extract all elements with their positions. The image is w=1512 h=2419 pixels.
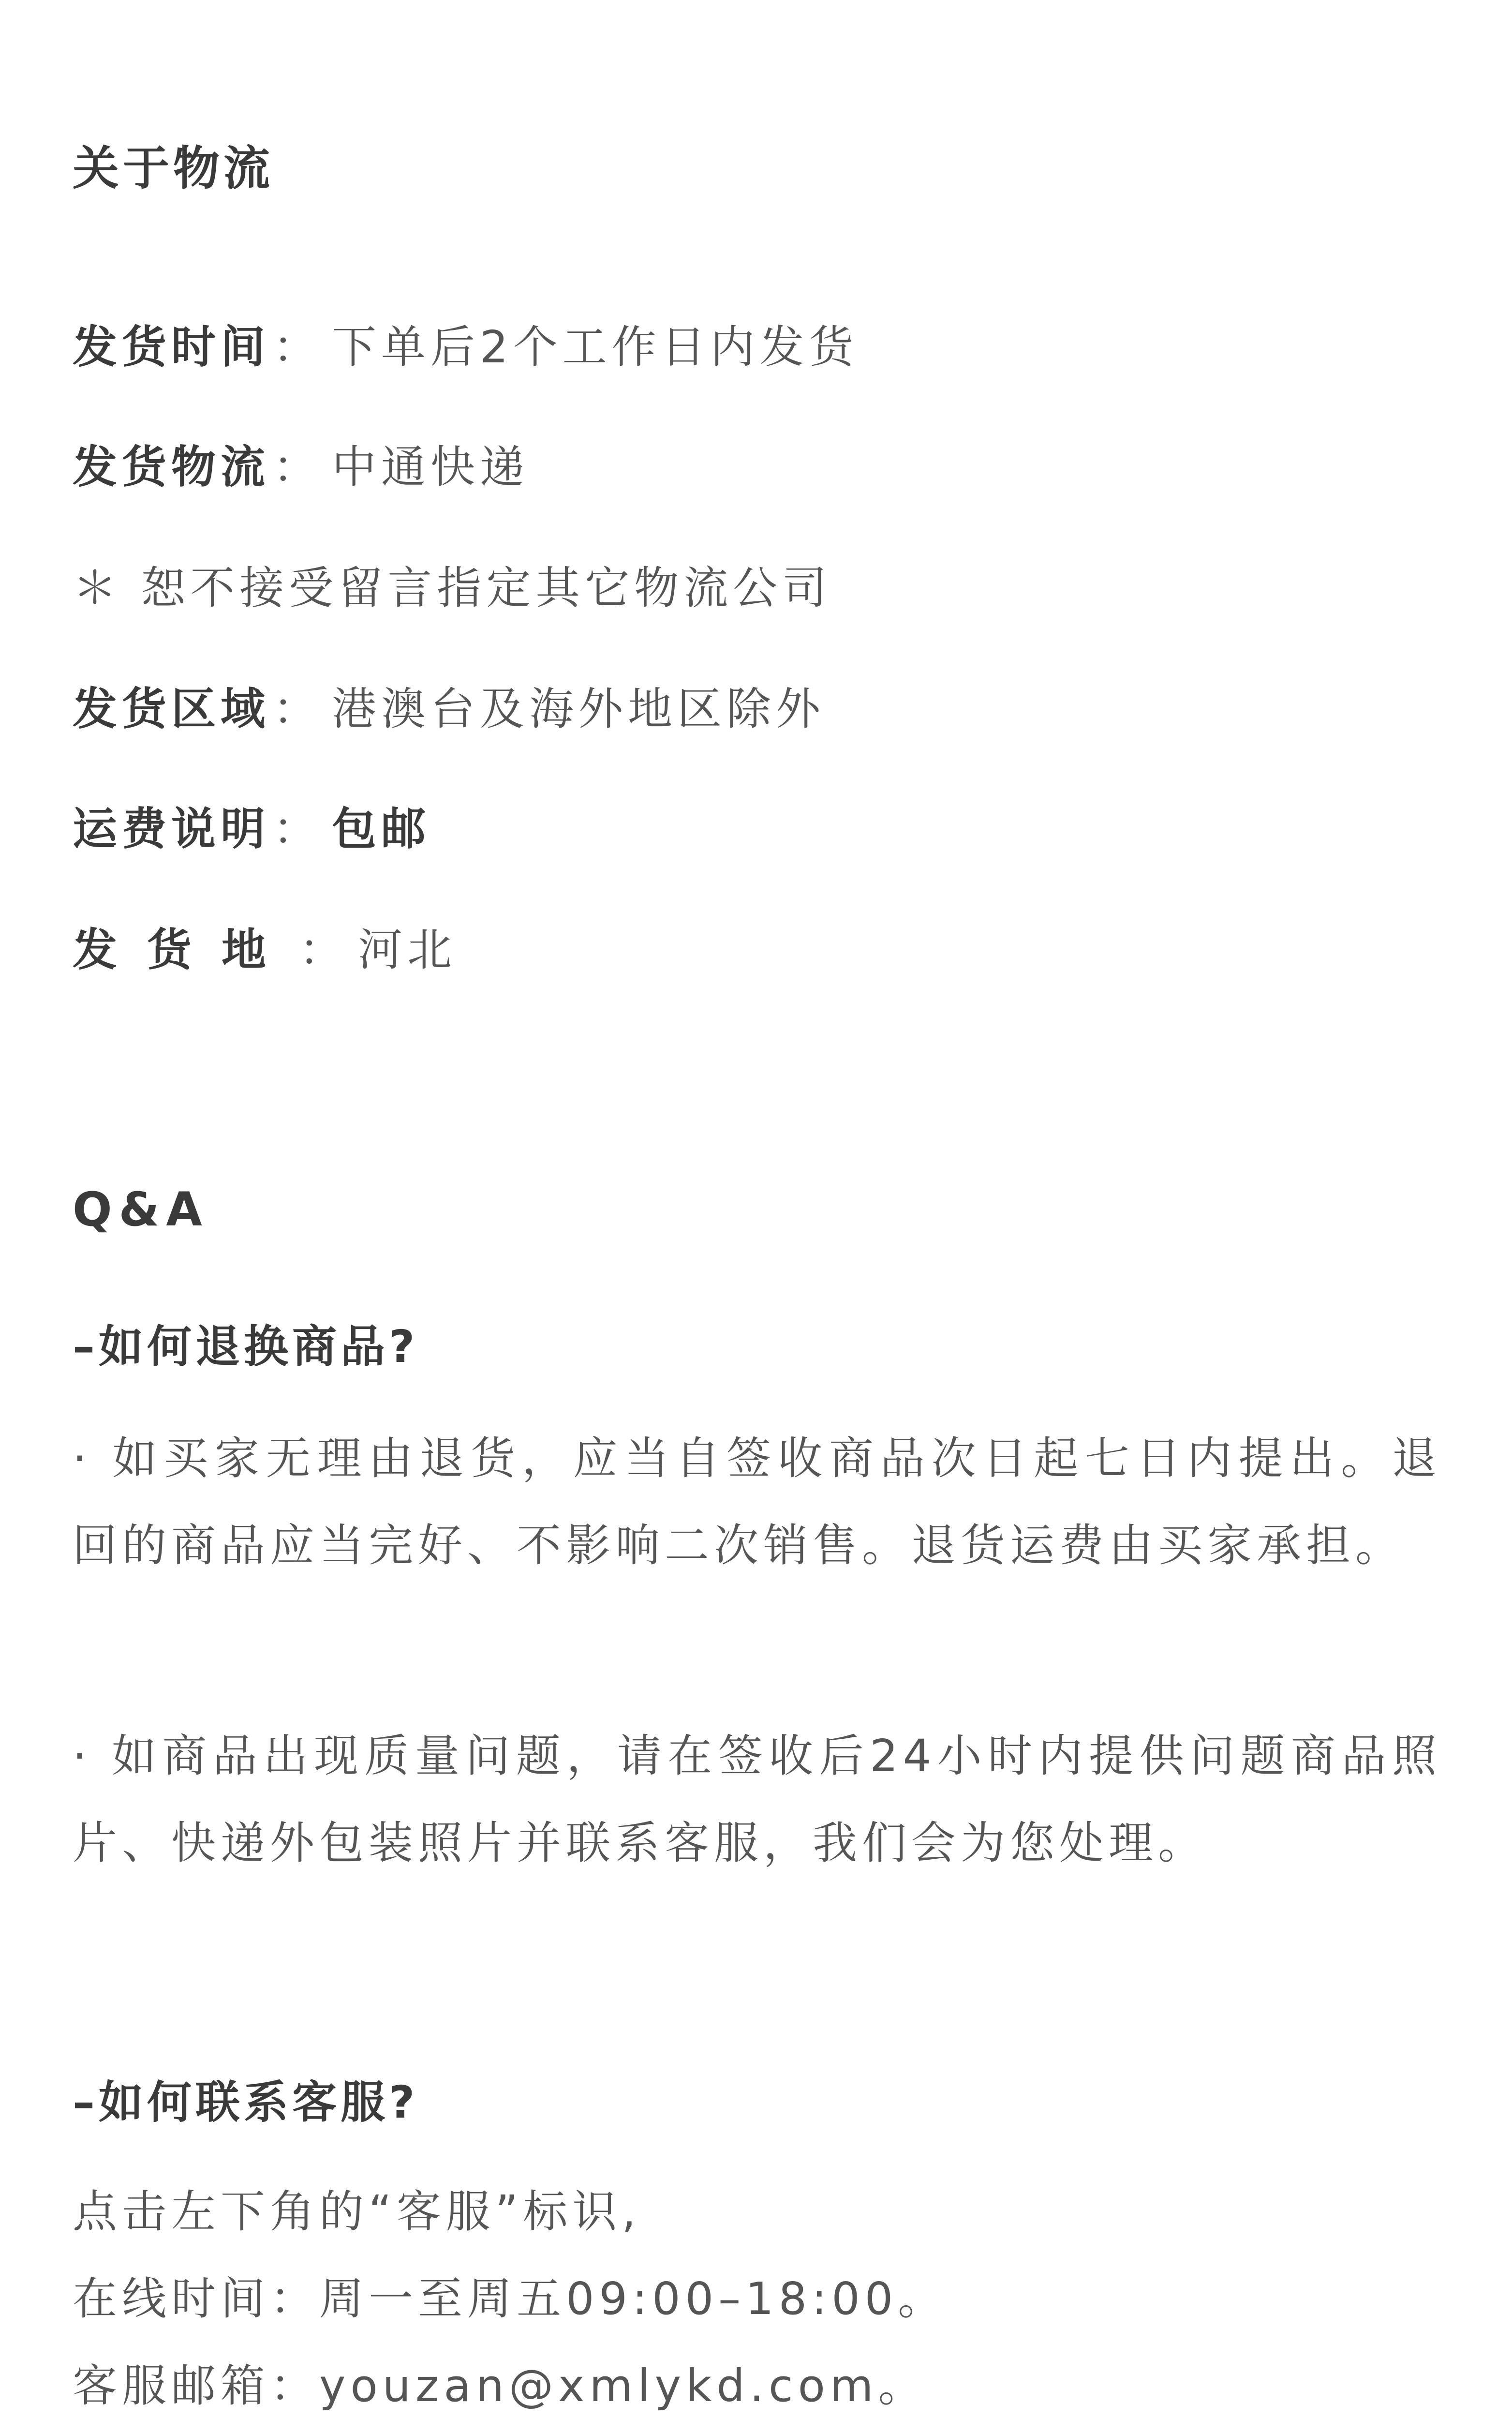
logistics-note: ＊ 恕不接受留言指定其它物流公司 [73, 562, 832, 614]
return-paragraph-1: · 如买家无理由退货，应当自签收商品次日起七日内提出。退回的商品应当完好、不影响二次销售。退货运费由买家承担。 [73, 1433, 1441, 1571]
ship-carrier-value: 中通快递 [332, 441, 530, 493]
shipping-fee-row [73, 803, 431, 855]
ship-time-sep: ： [273, 321, 323, 373]
ship-area-sep: ： [273, 683, 323, 735]
shipping-fee-label: 运费说明 [73, 803, 270, 855]
contact-question: –如何联系客服? [73, 2076, 419, 2128]
origin-value: 河北 [358, 924, 457, 976]
ship-time-row [73, 321, 859, 373]
shipping-fee-value: 包邮 [332, 803, 431, 855]
ship-area-value: 港澳台及海外地区除外 [332, 683, 826, 735]
qa-title: Q&A [73, 1182, 209, 1237]
ship-area-label: 发货区域 [73, 683, 270, 735]
ship-area-row [73, 683, 826, 735]
logistics-title: 关于物流 [73, 141, 274, 195]
return-paragraph-2: · 如商品出现质量问题，请在签收后24小时内提供问题商品照片、快递外包装照片并联系客服，我们会为您处理。 [73, 1730, 1441, 1869]
ship-carrier-label: 发货物流 [73, 441, 270, 493]
origin-sep: ： [299, 924, 349, 976]
contact-line-2: 在线时间：周一至周五09:00–18:00。 [73, 2273, 948, 2325]
shipping-fee-sep: ： [273, 803, 323, 855]
ship-time-label: 发货时间 [73, 321, 270, 373]
contact-email-line: 客服邮箱：youzan@xmlykd.com。 [73, 2360, 928, 2412]
ship-carrier-row [73, 441, 530, 493]
origin-row [73, 924, 457, 976]
ship-time-value: 下单后2个工作日内发货 [332, 321, 859, 373]
origin-label: 发货地 [73, 924, 296, 976]
contact-line-1: 点击左下角的“客服”标识, [73, 2186, 641, 2238]
return-question: –如何退换商品? [73, 1321, 419, 1373]
ship-carrier-sep: ： [273, 441, 323, 493]
